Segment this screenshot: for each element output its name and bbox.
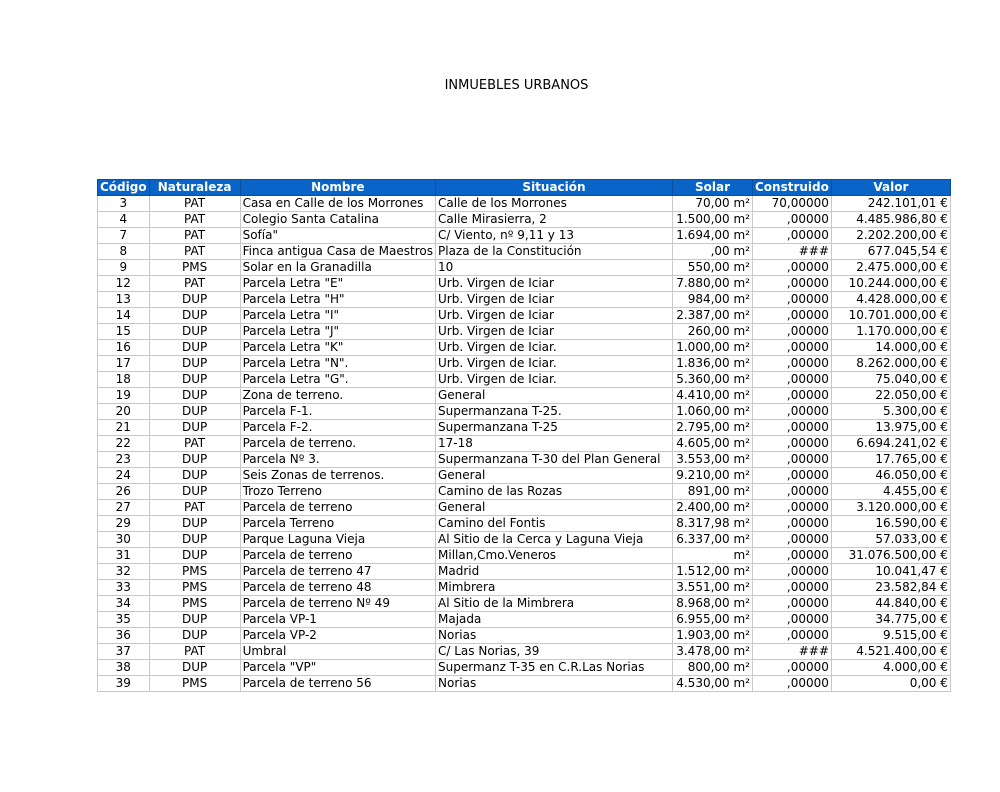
cell-codigo: 27 [98,500,150,516]
cell-valor: 44.840,00 € [831,596,950,612]
cell-codigo: 16 [98,340,150,356]
cell-construido: ,00000 [753,660,832,676]
cell-codigo: 15 [98,324,150,340]
table-row [98,356,951,372]
table-row [98,484,951,500]
cell-valor: 4.521.400,00 € [831,644,950,660]
cell-construido: ,00000 [753,340,832,356]
col-header-nombre: Nombre [240,180,435,196]
table-row [98,660,951,676]
cell-situacion: Al Sitio de la Cerca y Laguna Vieja [436,532,673,548]
cell-nombre: Zona de terreno. [240,388,435,404]
cell-solar: 1.694,00 m² [673,228,753,244]
cell-construido: ### [753,244,832,260]
cell-solar: 2.387,00 m² [673,308,753,324]
cell-naturaleza: PAT [149,436,240,452]
cell-solar: 4.530,00 m² [673,676,753,692]
page-title: INMUEBLES URBANOS [444,78,589,93]
table-body [98,196,951,692]
cell-codigo: 37 [98,644,150,660]
cell-construido: ,00000 [753,372,832,388]
cell-construido: ,00000 [753,468,832,484]
cell-naturaleza: DUP [149,468,240,484]
cell-valor: 75.040,00 € [831,372,950,388]
cell-nombre: Parcela VP-2 [240,628,435,644]
cell-naturaleza: PAT [149,196,240,212]
col-header-valor: Valor [831,180,950,196]
table-row [98,436,951,452]
cell-solar: ,00 m² [673,244,753,260]
table-row [98,644,951,660]
cell-valor: 16.590,00 € [831,516,950,532]
cell-codigo: 36 [98,628,150,644]
table-row [98,676,951,692]
cell-situacion: Camino de las Rozas [436,484,673,500]
cell-construido: ,00000 [753,596,832,612]
cell-nombre: Parcela VP-1 [240,612,435,628]
cell-situacion: Norias [436,676,673,692]
table-row [98,212,951,228]
col-header-construido: Construido [753,180,832,196]
cell-codigo: 29 [98,516,150,532]
cell-valor: 22.050,00 € [831,388,950,404]
cell-naturaleza: PAT [149,644,240,660]
cell-valor: 4.485.986,80 € [831,212,950,228]
cell-naturaleza: DUP [149,660,240,676]
cell-solar: 1.512,00 m² [673,564,753,580]
table-row [98,196,951,212]
cell-naturaleza: PMS [149,676,240,692]
table-row [98,372,951,388]
cell-solar: 550,00 m² [673,260,753,276]
cell-naturaleza: DUP [149,452,240,468]
cell-solar: 4.410,00 m² [673,388,753,404]
table-row [98,564,951,580]
col-header-codigo: Código [98,180,150,196]
table-row [98,548,951,564]
cell-solar: 6.337,00 m² [673,532,753,548]
cell-solar: 891,00 m² [673,484,753,500]
cell-valor: 34.775,00 € [831,612,950,628]
cell-situacion: Supermanzana T-25. [436,404,673,420]
table-row [98,276,951,292]
cell-solar: 8.317,98 m² [673,516,753,532]
cell-codigo: 23 [98,452,150,468]
cell-codigo: 26 [98,484,150,500]
cell-construido: ,00000 [753,484,832,500]
cell-construido: ,00000 [753,420,832,436]
cell-construido: ,00000 [753,516,832,532]
cell-situacion: Plaza de la Constitución [436,244,673,260]
cell-situacion: General [436,388,673,404]
cell-situacion: Supermanzana T-30 del Plan General [436,452,673,468]
cell-construido: ,00000 [753,276,832,292]
cell-solar: 800,00 m² [673,660,753,676]
table-row [98,292,951,308]
cell-valor: 3.120.000,00 € [831,500,950,516]
cell-construido: ,00000 [753,356,832,372]
cell-solar: 70,00 m² [673,196,753,212]
table-row [98,596,951,612]
table-row [98,308,951,324]
cell-solar: 8.968,00 m² [673,596,753,612]
cell-codigo: 38 [98,660,150,676]
cell-nombre: Parcela Letra "H" [240,292,435,308]
cell-naturaleza: PMS [149,596,240,612]
cell-nombre: Parcela de terreno [240,500,435,516]
cell-valor: 46.050,00 € [831,468,950,484]
cell-codigo: 4 [98,212,150,228]
cell-solar: 7.880,00 m² [673,276,753,292]
cell-solar: 3.478,00 m² [673,644,753,660]
cell-codigo: 33 [98,580,150,596]
cell-nombre: Trozo Terreno [240,484,435,500]
table-row [98,532,951,548]
table-row [98,340,951,356]
cell-naturaleza: DUP [149,404,240,420]
table-row [98,628,951,644]
cell-codigo: 34 [98,596,150,612]
cell-situacion: Urb. Virgen de Iciar. [436,372,673,388]
cell-situacion: Urb. Virgen de Iciar [436,292,673,308]
cell-solar: 984,00 m² [673,292,753,308]
cell-situacion: Al Sitio de la Mimbrera [436,596,673,612]
cell-nombre: Parcela Letra "N". [240,356,435,372]
cell-valor: 10.701.000,00 € [831,308,950,324]
cell-codigo: 21 [98,420,150,436]
cell-valor: 8.262.000,00 € [831,356,950,372]
cell-codigo: 19 [98,388,150,404]
table-row [98,516,951,532]
cell-construido: ,00000 [753,564,832,580]
cell-naturaleza: DUP [149,292,240,308]
cell-solar: m² [673,548,753,564]
cell-nombre: Casa en Calle de los Morrones [240,196,435,212]
cell-nombre: Umbral [240,644,435,660]
cell-valor: 677.045,54 € [831,244,950,260]
cell-naturaleza: DUP [149,388,240,404]
cell-nombre: Parcela F-1. [240,404,435,420]
cell-situacion: Norias [436,628,673,644]
cell-valor: 10.244.000,00 € [831,276,950,292]
cell-situacion: Camino del Fontis [436,516,673,532]
cell-nombre: Solar en la Granadilla [240,260,435,276]
cell-valor: 4.428.000,00 € [831,292,950,308]
cell-naturaleza: DUP [149,516,240,532]
cell-valor: 1.170.000,00 € [831,324,950,340]
cell-nombre: Parcela F-2. [240,420,435,436]
cell-valor: 13.975,00 € [831,420,950,436]
cell-construido: ,00000 [753,580,832,596]
table-row [98,612,951,628]
cell-construido: ,00000 [753,452,832,468]
cell-codigo: 14 [98,308,150,324]
col-header-situacion: Situación [436,180,673,196]
table-row [98,500,951,516]
cell-codigo: 22 [98,436,150,452]
cell-naturaleza: PMS [149,564,240,580]
cell-valor: 4.455,00 € [831,484,950,500]
cell-construido: ,00000 [753,308,832,324]
cell-valor: 2.202.200,00 € [831,228,950,244]
cell-solar: 1.060,00 m² [673,404,753,420]
cell-solar: 2.400,00 m² [673,500,753,516]
table-row [98,420,951,436]
cell-naturaleza: DUP [149,628,240,644]
cell-nombre: Parcela Letra "K" [240,340,435,356]
cell-nombre: Parcela Letra "E" [240,276,435,292]
cell-situacion: Supermanzana T-25 [436,420,673,436]
cell-codigo: 7 [98,228,150,244]
cell-naturaleza: DUP [149,340,240,356]
header-row [98,180,951,196]
cell-solar: 5.360,00 m² [673,372,753,388]
cell-valor: 4.000,00 € [831,660,950,676]
cell-situacion: C/ Viento, nº 9,11 y 13 [436,228,673,244]
cell-situacion: 17-18 [436,436,673,452]
cell-codigo: 31 [98,548,150,564]
cell-construido: ,00000 [753,404,832,420]
cell-codigo: 32 [98,564,150,580]
cell-situacion: Urb. Virgen de Iciar [436,324,673,340]
cell-codigo: 30 [98,532,150,548]
cell-situacion: Supermanz T-35 en C.R.Las Norias [436,660,673,676]
cell-situacion: 10 [436,260,673,276]
cell-codigo: 35 [98,612,150,628]
cell-naturaleza: DUP [149,612,240,628]
cell-construido: ,00000 [753,676,832,692]
table-row [98,468,951,484]
cell-codigo: 13 [98,292,150,308]
cell-situacion: General [436,468,673,484]
cell-situacion: Mimbrera [436,580,673,596]
cell-naturaleza: PAT [149,228,240,244]
cell-codigo: 9 [98,260,150,276]
cell-valor: 14.000,00 € [831,340,950,356]
cell-nombre: Parcela Terreno [240,516,435,532]
cell-valor: 57.033,00 € [831,532,950,548]
cell-naturaleza: DUP [149,484,240,500]
cell-valor: 6.694.241,02 € [831,436,950,452]
cell-situacion: Urb. Virgen de Iciar. [436,356,673,372]
cell-codigo: 39 [98,676,150,692]
cell-construido: 70,00000 [753,196,832,212]
cell-nombre: Parcela de terreno 56 [240,676,435,692]
col-header-solar: Solar [673,180,753,196]
cell-nombre: Parcela de terreno [240,548,435,564]
cell-nombre: Parcela de terreno. [240,436,435,452]
cell-situacion: Madrid [436,564,673,580]
cell-situacion: Calle Mirasierra, 2 [436,212,673,228]
table-row [98,404,951,420]
cell-situacion: Majada [436,612,673,628]
cell-naturaleza: PAT [149,212,240,228]
table-row [98,580,951,596]
cell-valor: 242.101,01 € [831,196,950,212]
cell-situacion: Calle de los Morrones [436,196,673,212]
cell-solar: 260,00 m² [673,324,753,340]
cell-situacion: Millan,Cmo.Veneros [436,548,673,564]
cell-naturaleza: DUP [149,548,240,564]
cell-solar: 6.955,00 m² [673,612,753,628]
cell-construido: ,00000 [753,628,832,644]
cell-nombre: Seis Zonas de terrenos. [240,468,435,484]
cell-construido: ,00000 [753,260,832,276]
cell-construido: ,00000 [753,532,832,548]
cell-nombre: Colegio Santa Catalina [240,212,435,228]
cell-construido: ,00000 [753,500,832,516]
cell-valor: 5.300,00 € [831,404,950,420]
cell-codigo: 12 [98,276,150,292]
cell-codigo: 8 [98,244,150,260]
cell-valor: 2.475.000,00 € [831,260,950,276]
cell-solar: 1.000,00 m² [673,340,753,356]
cell-construido: ,00000 [753,612,832,628]
cell-valor: 31.076.500,00 € [831,548,950,564]
cell-naturaleza: DUP [149,532,240,548]
table-row [98,388,951,404]
cell-nombre: Parcela "VP" [240,660,435,676]
cell-nombre: Parcela Letra "I" [240,308,435,324]
cell-codigo: 20 [98,404,150,420]
cell-codigo: 3 [98,196,150,212]
cell-nombre: Parcela de terreno 47 [240,564,435,580]
cell-solar: 4.605,00 m² [673,436,753,452]
cell-nombre: Parcela de terreno Nº 49 [240,596,435,612]
cell-valor: 0,00 € [831,676,950,692]
cell-solar: 2.795,00 m² [673,420,753,436]
cell-nombre: Parcela de terreno 48 [240,580,435,596]
cell-situacion: Urb. Virgen de Iciar. [436,340,673,356]
cell-construido: ,00000 [753,212,832,228]
cell-naturaleza: DUP [149,420,240,436]
table-row [98,244,951,260]
cell-solar: 3.553,00 m² [673,452,753,468]
cell-situacion: Urb. Virgen de Iciar [436,308,673,324]
cell-nombre: Sofía" [240,228,435,244]
cell-naturaleza: DUP [149,308,240,324]
cell-solar: 3.551,00 m² [673,580,753,596]
cell-codigo: 18 [98,372,150,388]
cell-construido: ,00000 [753,388,832,404]
cell-construido: ### [753,644,832,660]
cell-naturaleza: DUP [149,324,240,340]
cell-naturaleza: DUP [149,372,240,388]
cell-nombre: Parcela Letra "G". [240,372,435,388]
cell-construido: ,00000 [753,436,832,452]
table-row [98,260,951,276]
cell-situacion: C/ Las Norias, 39 [436,644,673,660]
col-header-naturaleza: Naturaleza [149,180,240,196]
properties-table [97,179,951,692]
cell-naturaleza: PMS [149,580,240,596]
cell-solar: 1.836,00 m² [673,356,753,372]
cell-construido: ,00000 [753,324,832,340]
cell-solar: 1.500,00 m² [673,212,753,228]
cell-naturaleza: DUP [149,356,240,372]
cell-codigo: 17 [98,356,150,372]
cell-naturaleza: PMS [149,260,240,276]
cell-naturaleza: PAT [149,500,240,516]
cell-construido: ,00000 [753,292,832,308]
table-row [98,324,951,340]
table-row [98,452,951,468]
cell-valor: 10.041,47 € [831,564,950,580]
cell-valor: 17.765,00 € [831,452,950,468]
cell-solar: 9.210,00 m² [673,468,753,484]
cell-construido: ,00000 [753,548,832,564]
cell-nombre: Parcela Nº 3. [240,452,435,468]
cell-situacion: General [436,500,673,516]
cell-naturaleza: PAT [149,244,240,260]
cell-codigo: 24 [98,468,150,484]
cell-nombre: Parcela Letra "J" [240,324,435,340]
cell-naturaleza: PAT [149,276,240,292]
cell-situacion: Urb. Virgen de Iciar [436,276,673,292]
cell-construido: ,00000 [753,228,832,244]
cell-solar: 1.903,00 m² [673,628,753,644]
table-row [98,228,951,244]
cell-valor: 9.515,00 € [831,628,950,644]
cell-valor: 23.582,84 € [831,580,950,596]
cell-nombre: Parque Laguna Vieja [240,532,435,548]
cell-nombre: Finca antigua Casa de Maestros [240,244,435,260]
